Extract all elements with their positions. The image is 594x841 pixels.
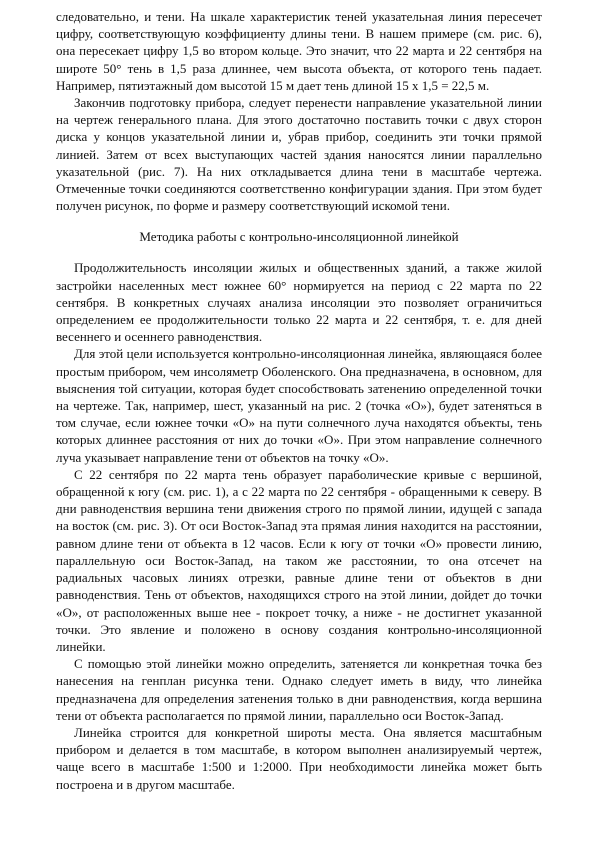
paragraph-ruler-scale: Линейка строится для конкретной широты места. Она является масштабным прибором и делается в том масштабе, в котором выполнен анализируемый чертеж, чаще всего в масштабе 1:500 и 1:2000. При необходимости линейка может быть построена и в другом масштабе. (56, 724, 542, 792)
paragraph-shadow-scale: следовательно, и тени. На шкале характеристик теней указательная линия пересечет цифру, соответствующую коэффициенту длины тени. В нашем примере (см. рис. 6), она пересекает цифру 1,5 во втором кольце. Это значит, что 22 марта и 22 сентября на широте 50° тень в 1,5 раза длиннее, чем высота объекта, от которого тень падает. Например, пятиэтажный дом высотой 15 м дает тень длиной 15 х 1,5 = 22,5 м. (56, 9, 542, 93)
paragraph-insolation-duration: Продолжительность инсоляции жилых и общественных зданий, а также жилой застройки населенных мест южнее 60° нормируется на период с 22 марта по 22 сентября. В конкретных случаях анализа инсоляции это позволяет ограничиться определением ее продолжительности только 22 марта и 22 сентября, т. е. для дней весеннего и осеннего равноденствия. (56, 260, 542, 345)
document-page (56, 8, 542, 793)
paragraph-shadow-curves: С 22 сентября по 22 марта тень образует параболические кривые с вершиной, обращенной к югу (см. рис. 1), а с 22 марта по 22 сентября - обращенными к северу. В дни равноденствия вершина тени движения строго по прямой линии, идущей с запада на восток (см. рис. 3). От оси Восток-Запад эта прямая линия находится на расстоянии, равном длине тени от объекта в 12 часов. Если к югу от точки «О» провести линию, параллельную оси Восток-Запад, на таком же расстоянии, то она отсечет на радиальных часовых линиях отрезки, равные длине тени от объектов в дни равноденствия. Тень от объектов, находящихся строго на этой линии, дойдет до точки «О», от расположенных выше нее - покроет точку, а ниже - не достигнет указанной точки. Это явление и положено в основу создания контрольно-инсоляционной линейки. (56, 466, 542, 654)
paragraph-ruler-purpose: Для этой цели используется контрольно-инсоляционная линейка, являющаяся более простым прибором, чем инсоляметр Оболенского. Она предназначена, в основном, для выяснения той ситуации, которая будет способствовать затенению определенной точки на чертеже. Так, например, шест, указанный на рис. 2 (точка «О»), будет затеняться в том случае, если южнее точки «О» на пути солнечного луча находятся объекты, тень которых длиннее расстояния от них до точки «О». При этом направление солнечного луча указывает направление тени от объектов на точку «О». (56, 346, 542, 465)
section-heading: Методика работы с контрольно-инсоляционной линейкой (139, 229, 459, 245)
paragraph-transfer-direction: Закончив подготовку прибора, следует перенести направление указательной линии на чертеж генерального плана. Для этого достаточно поставить точки с двух сторон диска у концов указательной линии и, убрав прибор, соединить эти точки прямой линией. Затем от всех выступающих частей здания наносятся линии параллельно указательной (рис. 7). На них откладывается длина тени в масштабе чертежа. Отмеченные точки соединяются соответственно конфигурации здания. При этом будет получен рисунок, по форме и размеру соответствующий искомой тени. (56, 95, 542, 214)
paragraph-ruler-usage: С помощью этой линейки можно определить, затеняется ли конкретная точка без нанесения на генплан рисунка тени. Однако следует иметь в виду, что линейка предназначена для определения затенения только в дни равноденствия, когда вершина тени от объекта располагается по прямой линии, параллельно оси Восток-Запад. (56, 656, 542, 723)
